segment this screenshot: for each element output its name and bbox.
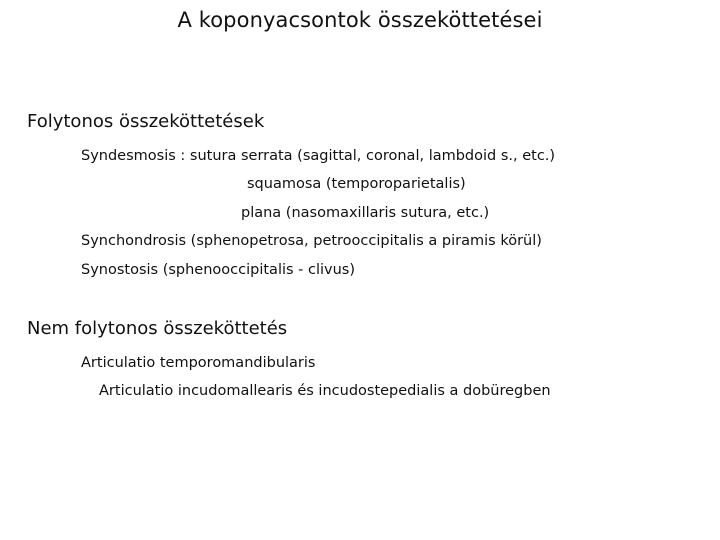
list-item-plana: plana (nasomaxillaris sutura, etc.)	[241, 205, 490, 221]
list-item-temporomandibular: Articulatio temporomandibularis	[81, 355, 316, 371]
slide-title: A koponyacsontok összeköttetései	[177, 8, 543, 32]
section-heading-continuous-joints: Folytonos összeköttetések	[27, 111, 265, 132]
list-item-syndesmosis: Syndesmosis : sutura serrata (sagittal, coronal, lambdoid s., etc.)	[81, 148, 556, 164]
list-item-synostosis: Synostosis (sphenooccipitalis - clivus)	[81, 262, 356, 278]
list-item-incudomallearis: Articulatio incudomallearis és incudostepedialis a dobüregben	[99, 383, 551, 399]
list-item-squamosa: squamosa (temporoparietalis)	[247, 176, 466, 192]
section-heading-noncontinuous-joints: Nem folytonos összeköttetés	[27, 318, 288, 339]
list-item-synchondrosis: Synchondrosis (sphenopetrosa, petrooccipitalis a piramis körül)	[81, 233, 542, 249]
